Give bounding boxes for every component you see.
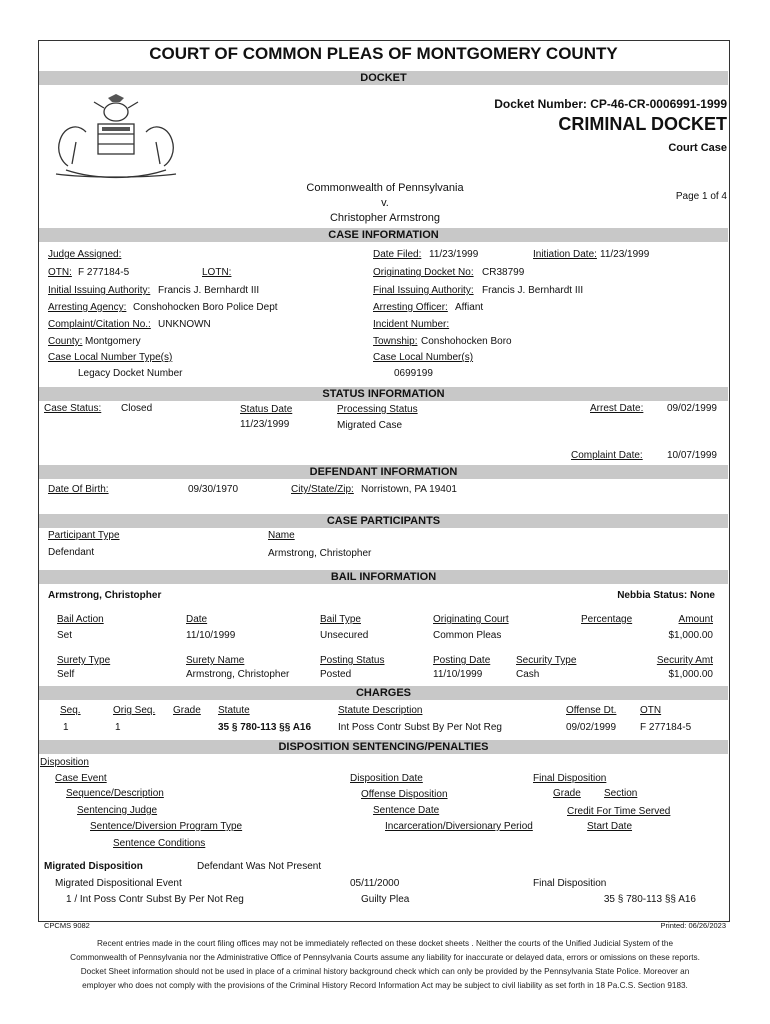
bail-type-value: Unsecured [320,630,369,641]
arresting-agency-label: Arresting Agency: [48,302,127,313]
arresting-officer-value: Affiant [455,302,484,313]
surety-name-value: Armstrong, Christopher [186,669,290,680]
status-date-label: Status Date [240,404,293,415]
participant-name-value: Armstrong, Christopher [268,548,372,559]
posting-date-value: 11/10/1999 [433,669,483,680]
local-number-value: 0699199 [394,368,433,379]
case-info-bar: CASE INFORMATION [39,228,728,242]
city-state-zip-label: City/State/Zip: [291,484,354,495]
arresting-officer-label: Arresting Officer: [373,302,448,313]
dob-value: 09/30/1970 [188,484,239,495]
disclaimer-text: Recent entries made in the court filing offices may not be immediately reflected on these docket sheets . Neither the courts of the Unified Judicial System of the Commonwealth of Pennsylvania nor the Administrative Office of Pennsylvania Courts assume any liability for inaccurate or delayed data, errors or omissions on these reports. Docket Sheet information should not be used in place of a criminal history background check which can only be provided by the Pennsylvania State Police. Moreover an employer who does not comply with the provisions of the Criminal History Record Information Act may be subject to civil liability as set forth in 18 Pa.C.S. Section 9183. [70,939,700,990]
bail-date-header: Date [186,614,208,625]
dispositional-event: Migrated Dispositional Event [55,878,182,889]
disposition-date-header: Disposition Date [350,773,423,784]
migrated-disposition-note: Defendant Was Not Present [197,861,322,872]
caption-plaintiff: Commonwealth of Pennsylvania [306,182,464,194]
initial-auth-label: Initial Issuing Authority: [48,285,151,296]
initial-auth-value: Francis J. Bernhardt III [158,285,260,296]
bail-date-value: 11/10/1999 [186,630,236,641]
charge-otn-header: OTN [640,705,662,716]
criminal-docket-title: CRIMINAL DOCKET [558,114,727,134]
caption-defendant: Christopher Armstrong [329,212,441,224]
offense-date-value: 09/02/1999 [566,722,617,733]
program-type-header: Sentence/Diversion Program Type [90,821,243,832]
orig-docket-value: CR38799 [482,267,525,278]
case-event-header: Case Event [55,773,107,784]
dob-label: Date Of Birth: [48,484,109,495]
complaint-date-label: Complaint Date: [571,450,643,461]
township-value: Conshohocken Boro [421,336,512,347]
page-indicator: Page 1 of 4 [675,191,727,202]
bail-action-value: Set [57,630,73,641]
disposition-header: Disposition [40,757,89,768]
arrest-date-value: 09/02/1999 [666,403,717,414]
complaint-label: Complaint/Citation No.: [48,319,151,330]
docket-number: Docket Number: CP-46-CR-0006991-1999 [494,97,727,111]
orig-seq-value: 1 [115,722,121,733]
participant-type-label: Participant Type [48,530,120,541]
surety-type-value: Self [57,669,75,680]
nebbia-status: Nebbia Status: None [617,590,715,601]
bail-type-header: Bail Type [320,614,361,625]
sentencing-judge-header: Sentencing Judge [77,805,158,816]
final-disposition-header: Final Disposition [533,773,607,784]
lotn-label: LOTN: [202,267,232,278]
dispositional-event-date: 05/11/2000 [350,878,400,889]
city-state-zip-value: Norristown, PA 19401 [361,484,457,495]
security-type-value: Cash [516,669,540,680]
otn-label: OTN: [48,267,72,278]
sequence-description-header: Sequence/Description [66,788,164,799]
charges-bar: CHARGES [39,686,728,700]
charge-otn-value: F 277184-5 [640,722,692,733]
statute-desc-value: Int Poss Contr Subst By Per Not Reg [338,722,502,733]
arrest-date-label: Arrest Date: [590,403,644,414]
processing-status-value: Migrated Case [337,420,403,431]
printed-date: Printed: 06/26/2023 [660,921,726,930]
incident-label: Incident Number: [373,319,450,330]
incarceration-period-header: Incarceration/Diversionary Period [385,821,533,832]
bail-action-header: Bail Action [57,614,104,625]
otn-value: F 277184-5 [78,267,130,278]
local-type-label: Case Local Number Type(s) [48,352,173,363]
originating-court-header: Originating Court [433,614,509,625]
security-amt-header: Security Amt [656,655,713,666]
amount-header: Amount [678,614,713,625]
form-number: CPCMS 9082 [44,921,90,930]
complaint-value: UNKNOWN [158,319,211,330]
disposition-row-statute: 35 § 780-113 §§ A16 [603,894,696,905]
originating-court-value: Common Pleas [433,630,502,641]
grade-header: Grade [173,705,201,716]
local-number-label: Case Local Number(s) [373,352,474,363]
case-status-label: Case Status: [44,403,102,414]
orig-docket-label: Originating Docket No: [373,267,474,278]
sentence-date-header: Sentence Date [373,805,440,816]
security-amt-value: $1,000.00 [668,669,713,680]
surety-name-header: Surety Name [186,655,245,666]
offense-disposition-header: Offense Disposition [361,789,448,800]
date-filed-label: Date Filed: [373,249,422,260]
bail-info-bar: BAIL INFORMATION [39,570,728,584]
arresting-agency-value: Conshohocken Boro Police Dept [133,302,278,313]
security-type-header: Security Type [516,655,577,666]
county-value: Montgomery [85,336,141,347]
disposition-bar: DISPOSITION SENTENCING/PENALTIES [39,740,728,754]
initiation-value: 11/23/1999 [600,249,650,260]
migrated-disposition-label: Migrated Disposition [44,861,143,872]
posting-status-value: Posted [320,669,352,680]
dispositional-event-final: Final Disposition [533,878,607,889]
pennsylvania-seal-icon [46,92,186,180]
participant-name-label: Name [268,530,295,541]
disp-grade-header: Grade [553,788,581,799]
posting-status-header: Posting Status [320,655,385,666]
processing-status-label: Processing Status [337,404,418,415]
credit-time-served-header: Credit For Time Served [567,806,671,817]
date-filed-value: 11/23/1999 [429,249,479,260]
disposition-row-plea: Guilty Plea [361,894,410,905]
seq-header: Seq. [60,705,81,716]
local-type-value: Legacy Docket Number [78,368,183,379]
bail-person: Armstrong, Christopher [48,590,162,601]
offense-date-header: Offense Dt. [566,705,617,716]
participants-bar: CASE PARTICIPANTS [39,514,728,528]
final-auth-value: Francis J. Bernhardt III [482,285,584,296]
start-date-header: Start Date [587,821,633,832]
amount-value: $1,000.00 [668,630,713,641]
statute-value: 35 § 780-113 §§ A16 [218,722,312,733]
court-title: COURT OF COMMON PLEAS OF MONTGOMERY COUNTY [149,44,618,63]
seq-value: 1 [63,722,69,733]
status-date-value: 11/23/1999 [240,419,290,430]
final-auth-label: Final Issuing Authority: [373,285,474,296]
statute-desc-header: Statute Description [338,705,423,716]
sentence-conditions-header: Sentence Conditions [113,838,206,849]
surety-type-header: Surety Type [57,655,111,666]
case-status-value: Closed [121,403,153,414]
initiation-label: Initiation Date: [533,249,597,260]
statute-header: Statute [218,705,250,716]
orig-seq-header: Orig Seq. [113,705,156,716]
county-label: County: [48,336,83,347]
percentage-header: Percentage [581,614,633,625]
docket-bar: DOCKET [39,71,728,85]
defendant-info-bar: DEFENDANT INFORMATION [39,465,728,479]
caption-versus: v. [381,197,389,209]
complaint-date-value: 10/07/1999 [666,450,717,461]
judge-label: Judge Assigned: [48,249,122,260]
township-label: Township: [373,336,418,347]
court-case-label: Court Case [668,142,727,154]
participant-type-value: Defendant [48,547,95,558]
disp-section-header: Section [604,788,638,799]
status-info-bar: STATUS INFORMATION [39,387,728,401]
posting-date-header: Posting Date [433,655,491,666]
disposition-row-desc: 1 / Int Poss Contr Subst By Per Not Reg [66,894,244,905]
